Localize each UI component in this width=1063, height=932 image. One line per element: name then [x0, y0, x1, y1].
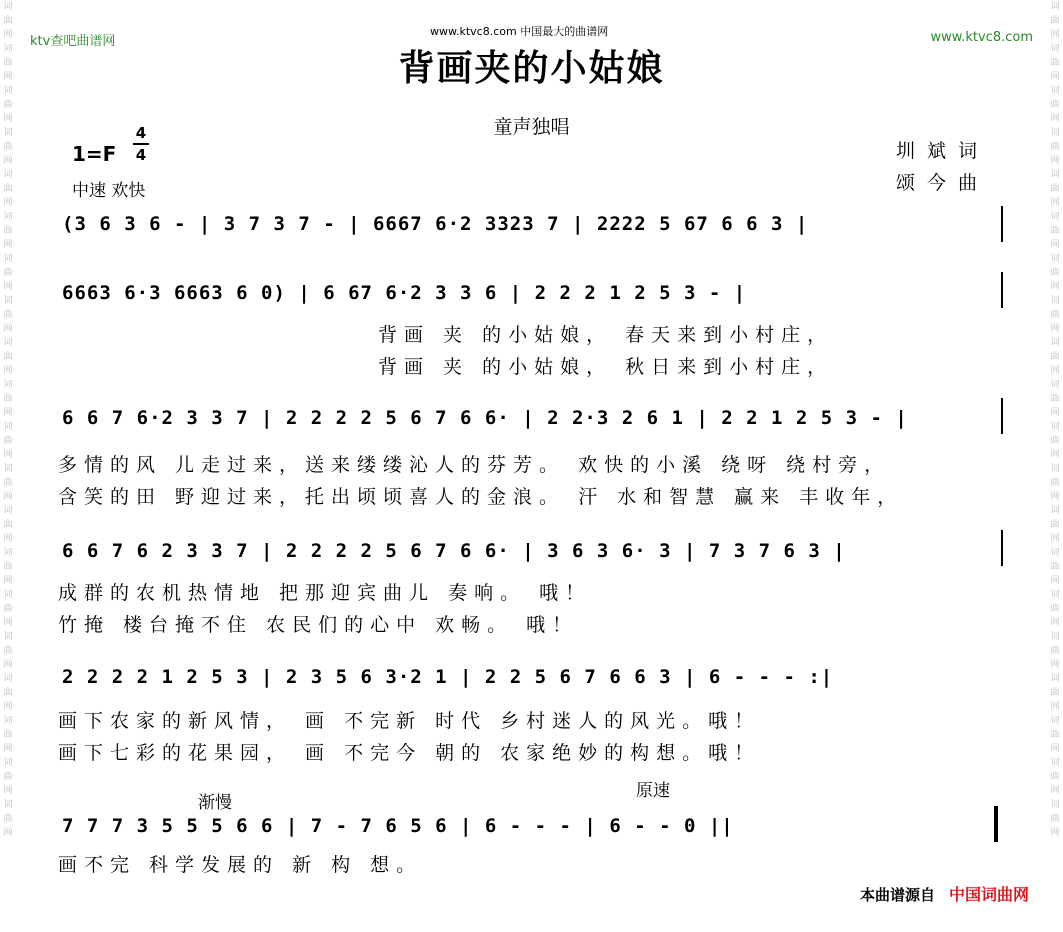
performance-note: 童声独唱 — [493, 116, 570, 138]
source-label: 本曲谱源自 — [859, 886, 935, 904]
notation-row-5: 2 2 2 2 1 2 5 3 | 2 3 5 6 3·2 1 | 2 2 5 6 7 6 6 3 | 6 - - - :| — [62, 666, 834, 688]
notation-row-1: (3 6 3 6 - | 3 7 3 7 - | 6667 6·2 3323 7 | 2222 5 67 6 6 3 | — [62, 213, 809, 235]
lyric-row-2-verse-2: 背画 夹 的小姑娘， 秋日来到小村庄， — [378, 356, 834, 378]
lyric-row-4-verse-2: 竹掩 楼台掩不住 农民们的心中 欢畅。 哦！ — [58, 614, 579, 636]
time-bottom: 4 — [135, 146, 147, 164]
lyric-row-3-verse-1: 多情的风 儿走过来，送来缕缕沁人的芬芳。 欢快的小溪 绕呀 绕村旁， — [58, 454, 891, 476]
barline — [1001, 530, 1003, 566]
lyric-row-2-verse-1: 背画 夹 的小姑娘， 春天来到小村庄， — [378, 324, 834, 346]
tempo-marking: 中速 欢快 — [72, 181, 146, 201]
key-signature: 1=F — [72, 142, 117, 166]
composer-credit: 颂今曲 — [896, 172, 990, 194]
song-title: 背画夹的小姑娘 — [398, 47, 665, 89]
side-watermark-right: 词曲网词曲网词曲网词曲网词曲网词曲网词曲网词曲网词曲网词曲网词曲网词曲网词曲网词曲网词曲网词曲网词曲网词曲网词曲网词曲网 — [1050, 2, 1060, 838]
barline — [1001, 398, 1003, 434]
barline — [1001, 272, 1003, 308]
lyricist-credit: 圳斌词 — [896, 140, 990, 162]
time-divider — [133, 143, 149, 145]
ritardando-mark: 渐慢 — [198, 793, 232, 813]
a-tempo-mark: 原速 — [636, 781, 670, 801]
lyric-row-4-verse-1: 成群的农机热情地 把那迎宾曲儿 奏响。 哦！ — [58, 582, 592, 604]
lyric-row-5-verse-2: 画下七彩的花果园， 画 不完今 朝的 农家绝妙的构想。哦！ — [58, 742, 761, 764]
notation-row-3: 6 6 7 6·2 3 3 7 | 2 2 2 2 5 6 7 6 6· | 2 2·3 2 6 1 | 2 2 1 2 5 3 - | — [62, 407, 908, 429]
site-watermark-top: www.ktvc8.com 中国最大的曲谱网 — [430, 25, 609, 38]
lyric-row-6: 画不完 科学发展的 新 构 想。 — [58, 854, 423, 876]
source-site-link[interactable]: 中国词曲网 — [948, 885, 1029, 904]
site-watermark-left[interactable]: ktv查吧曲谱网 — [30, 34, 116, 49]
notation-row-4: 6 6 7 6 2 3 3 7 | 2 2 2 2 5 6 7 6 6· | 3 6 3 6· 3 | 7 3 7 6 3 | — [62, 540, 846, 562]
lyric-row-3-verse-2: 含笑的田 野迎过来，托出顷顷喜人的金浪。 汗 水和智慧 赢来 丰收年， — [58, 486, 904, 508]
notation-row-2: 6663 6·3 6663 6 0) | 6 67 6·2 3 3 6 | 2 2 2 1 2 5 3 - | — [62, 282, 747, 304]
time-signature — [133, 124, 149, 164]
barline — [1001, 206, 1003, 242]
site-watermark-right[interactable]: www.ktvc8.com — [930, 30, 1033, 45]
notation-row-6: 7 7 7 3 5 5 5 6 6 | 7 - 7 6 5 6 | 6 - - - | 6 - - 0 || — [62, 815, 734, 837]
final-barline — [994, 806, 998, 842]
lyric-row-5-verse-1: 画下农家的新风情， 画 不完新 时代 乡村迷人的风光。哦！ — [58, 710, 761, 732]
side-watermark-left: 词曲网词曲网词曲网词曲网词曲网词曲网词曲网词曲网词曲网词曲网词曲网词曲网词曲网词曲网词曲网词曲网词曲网词曲网词曲网词曲网 — [3, 2, 13, 838]
time-top: 4 — [135, 124, 147, 142]
